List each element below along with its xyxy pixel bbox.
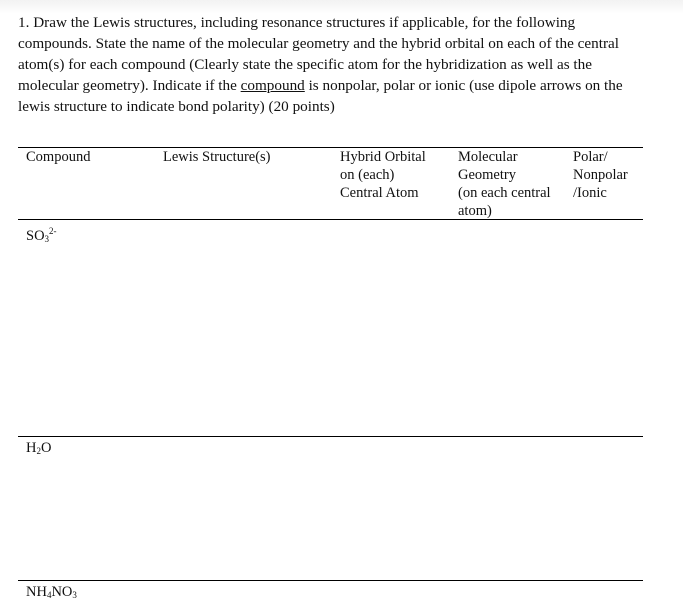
header-molecular-geometry: [458, 148, 551, 220]
header-polarity-line: /Ionic: [573, 185, 607, 201]
header-geometry-line: Molecular: [458, 149, 518, 165]
header-geometry-line: (on each central: [458, 185, 551, 201]
row-divider-rule: [18, 580, 643, 581]
header-bottom-rule: [18, 219, 643, 220]
header-compound: [26, 148, 90, 166]
header-polarity-line: Nonpolar: [573, 167, 628, 183]
formula-subscript: 3: [72, 590, 77, 600]
formula-part: H: [26, 440, 37, 456]
header-compound-label: Compound: [26, 149, 91, 165]
row-divider-rule: [18, 436, 643, 437]
formula-charge-superscript: 2-: [49, 226, 57, 236]
compound-so3-2minus: [26, 222, 57, 248]
compound-h2o: [26, 439, 51, 460]
header-geometry-line: atom): [458, 203, 492, 219]
header-hybrid-line: on (each): [340, 167, 395, 183]
header-hybrid-orbital: [340, 148, 426, 202]
question-part-1: 1. Draw the Lewis structures, including resonance structures if applicable, for the following compounds. State the name of the molecular geometry and the hybrid orbital on each of the central atom(s) for each compound (Clearly state the specific atom for the hybridization as well as the molecular geometry). Indicate if the: [18, 14, 619, 94]
header-hybrid-line: Central Atom: [340, 185, 419, 201]
header-polarity-line: Polar/: [573, 149, 608, 165]
formula-subscript: 2: [36, 446, 41, 456]
question-part-2: is nonpolar, polar or ionic (use dipole arrows on the lewis structure to indicate bond polarity) (20 points): [18, 77, 623, 115]
header-lewis-label: Lewis Structure(s): [163, 149, 271, 165]
formula-part: O: [40, 440, 52, 456]
compound-nh4no3: [26, 583, 77, 604]
formula-subscript: 3: [44, 234, 50, 244]
formula-part: NO: [51, 584, 73, 600]
header-lewis-structures: [163, 148, 271, 166]
formula-part: NH: [26, 584, 47, 600]
formula-subscript: 4: [46, 590, 52, 600]
question-underlined-word: compound: [240, 77, 305, 94]
header-hybrid-line: Hybrid Orbital: [340, 149, 426, 165]
header-polarity: [573, 148, 628, 202]
question-text: [18, 12, 630, 117]
formula-part: SO: [26, 228, 45, 244]
header-geometry-line: Geometry: [458, 167, 516, 183]
